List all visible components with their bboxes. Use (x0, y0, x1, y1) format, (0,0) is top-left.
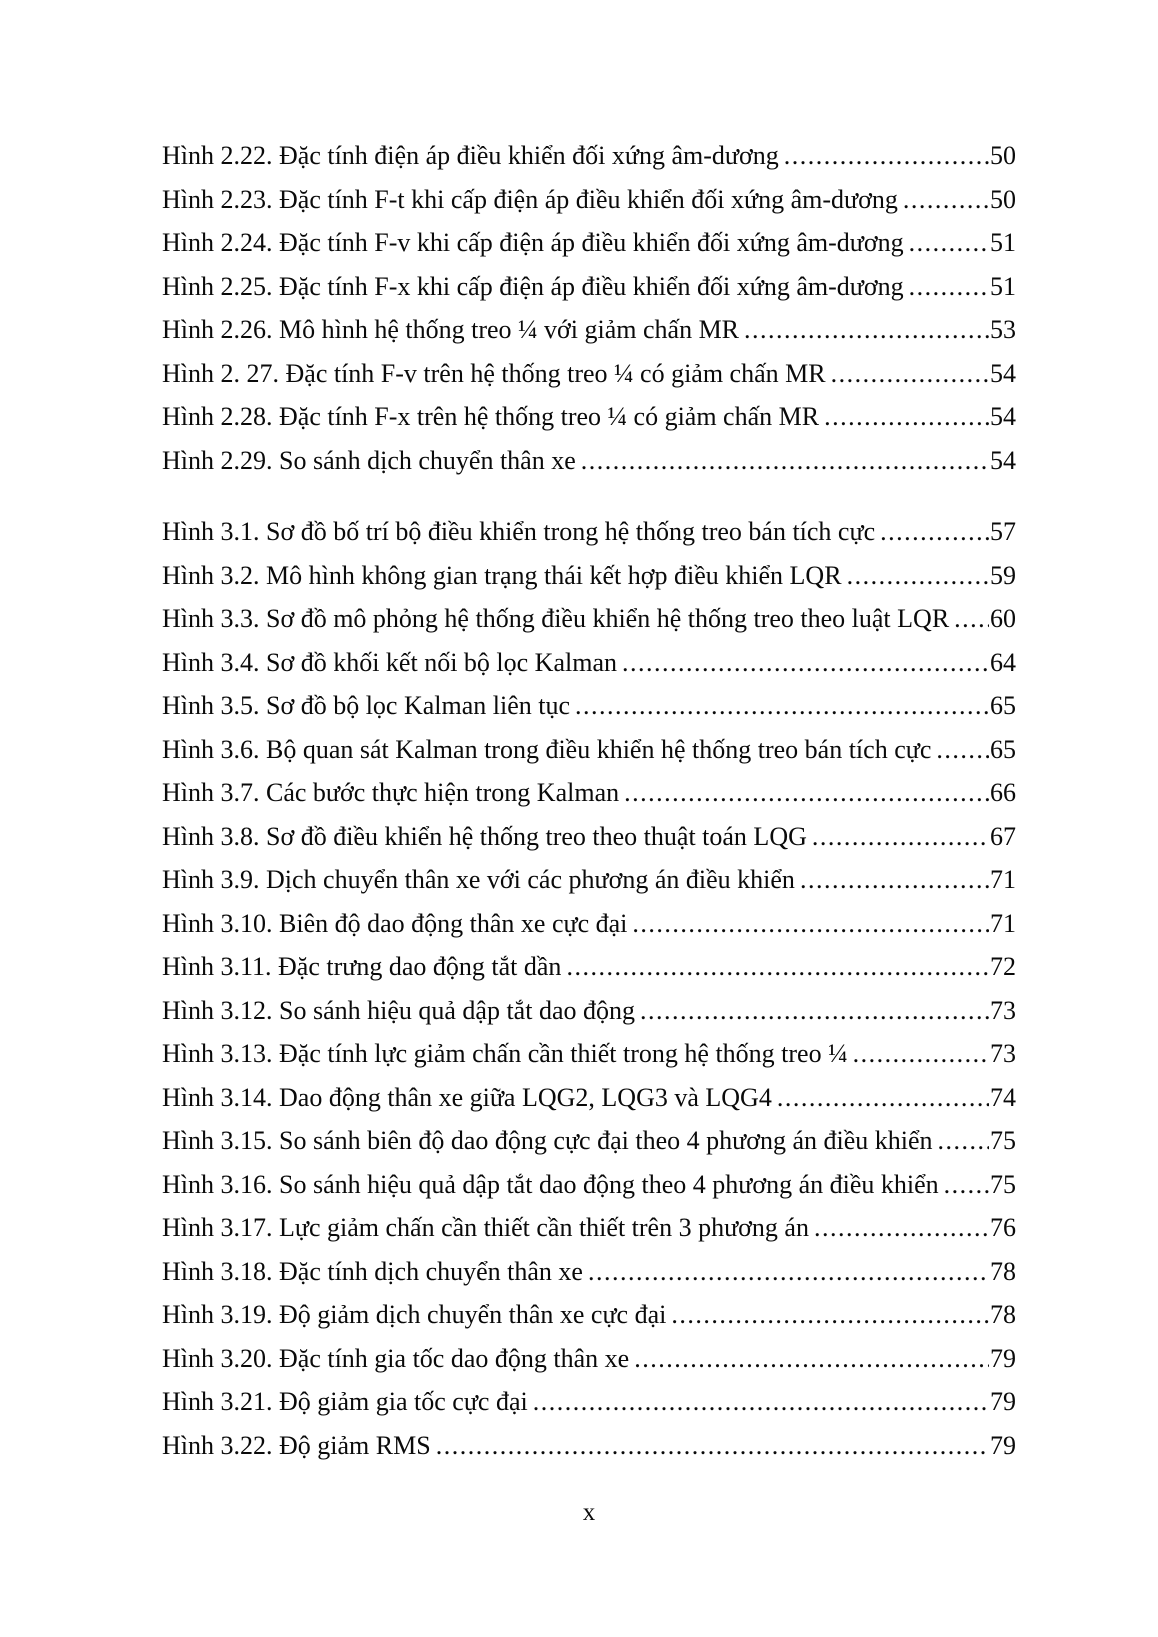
figure-toc-entry (162, 265, 1016, 309)
figure-page-number: 53 (990, 315, 1016, 344)
figure-page-number: 50 (990, 184, 1016, 214)
folio-page-number: x (582, 1499, 596, 1526)
dot-leader (671, 1293, 989, 1337)
figure-caption: Hình 2.29. So sánh dịch chuyển thân xe (162, 445, 576, 475)
figure-toc-entry (162, 989, 1016, 1033)
figure-caption: Hình 3.21. Độ giảm gia tốc cực đại (162, 1387, 528, 1416)
dot-leader (814, 1206, 989, 1250)
dot-leader (954, 597, 989, 641)
figure-toc-entry (162, 771, 1016, 815)
dot-leader (880, 510, 989, 554)
dot-leader (909, 221, 989, 265)
figure-caption: Hình 3.7. Các bước thực hiện trong Kalman (162, 778, 620, 807)
figure-caption: Hình 2. 27. Đặc tính F-v trên hệ thống treo ¼ có giảm chấn MR (162, 358, 826, 388)
figure-caption: Hình 2.25. Đặc tính F-x khi cấp điện áp điều khiển đối xứng âm-dương (162, 271, 904, 301)
figure-page-number: 51 (990, 228, 1016, 257)
dot-leader (622, 641, 989, 685)
figure-toc-entry (162, 728, 1016, 772)
figure-page-number: 74 (990, 1082, 1016, 1112)
figure-page-number: 66 (990, 778, 1016, 807)
figure-toc-entry (162, 134, 1016, 178)
dot-leader (744, 308, 989, 352)
figure-caption: Hình 3.11. Đặc trưng dao động tắt dần (162, 952, 562, 981)
figure-toc-entry (162, 439, 1016, 483)
figure-toc-entry (162, 178, 1016, 222)
figure-page-number: 67 (990, 821, 1016, 851)
figure-page-number: 76 (990, 1213, 1016, 1242)
figure-page-number: 60 (990, 604, 1016, 633)
dot-leader (634, 1337, 989, 1381)
figure-caption: Hình 3.8. Sơ đồ điều khiển hệ thống treo theo thuật toán LQG (162, 821, 807, 851)
figure-toc-entry (162, 1293, 1016, 1337)
dot-leader (784, 134, 989, 178)
dot-leader (581, 439, 989, 483)
dot-leader (938, 1119, 989, 1163)
dot-leader (566, 945, 989, 989)
figure-caption: Hình 3.14. Dao động thân xe giữa LQG2, LQG3 và LQG4 (162, 1082, 772, 1112)
figure-toc-entry (162, 815, 1016, 859)
figure-toc-entry (162, 554, 1016, 598)
figure-caption: Hình 3.20. Đặc tính gia tốc dao động thân xe (162, 1343, 630, 1373)
figure-toc-entry (162, 684, 1016, 728)
figure-page-number: 75 (990, 1169, 1016, 1199)
figure-caption: Hình 3.1. Sơ đồ bố trí bộ điều khiển trong hệ thống treo bán tích cực (162, 517, 876, 546)
figure-toc-entry (162, 945, 1016, 989)
figure-caption: Hình 2.22. Đặc tính điện áp điều khiển đối xứng âm-dương (162, 141, 779, 170)
figure-toc-entry (162, 902, 1016, 946)
figure-toc-entry (162, 858, 1016, 902)
figure-page-number: 75 (990, 1126, 1016, 1155)
figure-page-number: 79 (990, 1343, 1016, 1373)
figure-caption: Hình 3.22. Độ giảm RMS (162, 1430, 431, 1460)
dot-leader (533, 1380, 989, 1424)
dot-leader (853, 1032, 989, 1076)
figure-caption: Hình 3.3. Sơ đồ mô phỏng hệ thống điều khiển hệ thống treo theo luật LQR (162, 604, 950, 633)
figure-caption: Hình 3.4. Sơ đồ khối kết nối bộ lọc Kalman (162, 647, 617, 677)
dot-leader (831, 352, 989, 396)
dot-leader (903, 178, 989, 222)
figure-page-number: 57 (990, 517, 1016, 546)
figure-caption: Hình 3.15. So sánh biên độ dao động cực đại theo 4 phương án điều khiển (162, 1126, 933, 1155)
figure-page-number: 50 (990, 141, 1016, 170)
figure-page-number: 73 (990, 995, 1016, 1025)
figure-page-number: 64 (990, 647, 1016, 677)
figure-page-number: 71 (990, 908, 1016, 938)
figure-caption: Hình 3.17. Lực giảm chấn cần thiết cần thiết trên 3 phương án (162, 1213, 809, 1242)
figure-caption: Hình 3.5. Sơ đồ bộ lọc Kalman liên tục (162, 691, 571, 720)
figure-caption: Hình 3.19. Độ giảm dịch chuyển thân xe cực đại (162, 1300, 667, 1329)
figure-caption: Hình 3.13. Đặc tính lực giảm chấn cần thiết trong hệ thống treo ¼ (162, 1039, 848, 1068)
figure-toc-entry (162, 510, 1016, 554)
figure-page-number: 54 (990, 358, 1016, 388)
dot-leader (909, 265, 989, 309)
figure-caption: Hình 3.12. So sánh hiệu quả dập tắt dao động (162, 995, 635, 1025)
figure-caption: Hình 2.23. Đặc tính F-t khi cấp điện áp điều khiển đối xứng âm-dương (162, 184, 898, 214)
figure-toc-entry (162, 1380, 1016, 1424)
figure-page-number: 79 (990, 1387, 1016, 1416)
figure-toc-entry (162, 1119, 1016, 1163)
dot-leader (800, 858, 989, 902)
figure-caption: Hình 2.24. Đặc tính F-v khi cấp điện áp điều khiển đối xứng âm-dương (162, 228, 904, 257)
dot-leader (812, 815, 989, 859)
dot-leader (588, 1250, 989, 1294)
figure-caption: Hình 3.10. Biên độ dao động thân xe cực đại (162, 908, 628, 938)
figure-page-number: 59 (990, 560, 1016, 590)
figure-page-number: 71 (990, 865, 1016, 894)
figure-page-number: 78 (990, 1256, 1016, 1286)
figure-toc-entry (162, 221, 1016, 265)
figure-page-number: 73 (990, 1039, 1016, 1068)
dot-leader (575, 684, 989, 728)
figure-caption: Hình 3.16. So sánh hiệu quả dập tắt dao động theo 4 phương án điều khiển (162, 1169, 939, 1199)
figure-toc-entry (162, 1032, 1016, 1076)
dot-leader (847, 554, 989, 598)
figure-toc-entry (162, 308, 1016, 352)
figure-page-number: 65 (990, 691, 1016, 720)
figure-caption: Hình 3.2. Mô hình không gian trạng thái kết hợp điều khiển LQR (162, 560, 842, 590)
figure-page-number: 65 (990, 734, 1016, 764)
figure-page-number: 51 (990, 271, 1016, 301)
figures-chapter-3-group (162, 510, 1016, 1467)
figure-toc-entry (162, 395, 1016, 439)
figure-toc-entry (162, 1337, 1016, 1381)
figure-toc-entry (162, 1163, 1016, 1207)
figures-chapter-2-group (162, 134, 1016, 482)
list-of-figures (162, 134, 1016, 1467)
figure-caption: Hình 3.6. Bộ quan sát Kalman trong điều khiển hệ thống treo bán tích cực (162, 734, 932, 764)
page-footer (162, 1499, 1016, 1527)
figure-page-number: 54 (990, 445, 1016, 475)
dot-leader (640, 989, 989, 1033)
dot-leader (777, 1076, 989, 1120)
figure-caption: Hình 2.28. Đặc tính F-x trên hệ thống treo ¼ có giảm chấn MR (162, 402, 820, 431)
figure-caption: Hình 3.9. Dịch chuyển thân xe với các phương án điều khiển (162, 865, 795, 894)
figure-toc-entry (162, 1250, 1016, 1294)
figure-toc-entry (162, 597, 1016, 641)
figure-page-number: 72 (990, 952, 1016, 981)
dot-leader (944, 1163, 989, 1207)
figure-page-number: 78 (990, 1300, 1016, 1329)
section-gap (162, 482, 1016, 510)
dot-leader (436, 1424, 989, 1468)
dot-leader (936, 728, 989, 772)
figure-page-number: 54 (990, 402, 1016, 431)
dot-leader (624, 771, 989, 815)
figure-caption: Hình 2.26. Mô hình hệ thống treo ¼ với giảm chấn MR (162, 315, 740, 344)
figure-toc-entry (162, 352, 1016, 396)
figure-toc-entry (162, 1206, 1016, 1250)
figure-caption: Hình 3.18. Đặc tính dịch chuyển thân xe (162, 1256, 583, 1286)
figure-toc-entry (162, 1076, 1016, 1120)
figure-toc-entry (162, 641, 1016, 685)
figure-toc-entry (162, 1424, 1016, 1468)
figure-page-number: 79 (990, 1430, 1016, 1460)
dot-leader (824, 395, 989, 439)
dot-leader (632, 902, 989, 946)
